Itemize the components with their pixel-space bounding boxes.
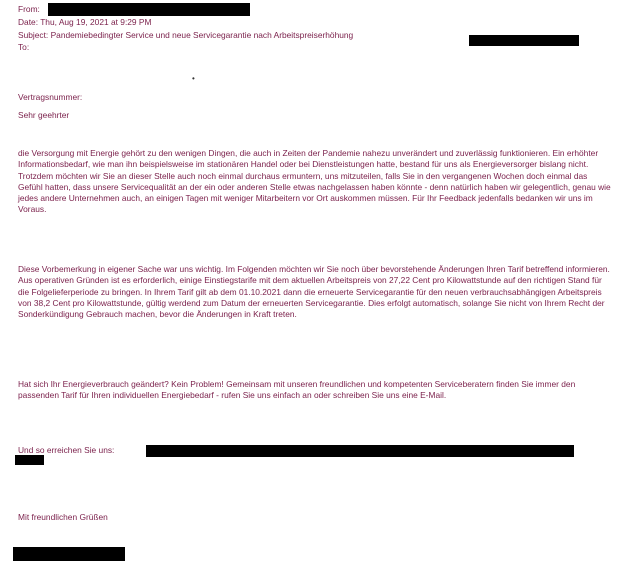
- contract-number-label: Vertragsnummer:: [18, 92, 83, 102]
- paragraph-pandemic-service: die Versorgung mit Energie gehört zu den wenigen Dingen, die auch in Zeiten der Pandemie nahezu unverändert und zuverlässig funktionieren. Ein erhöhter Informationsbedarf, wie man ihn beispielsweise im stationären Handel oder bei Dienstleistungen hatte, bestand für uns als Energieversorger bislang nicht. Trotzdem möchten wir Sie an dieser Stelle auch noch einmal durchaus ermuntern, uns mitzuteilen, falls Sie in den vergangenen Wochen doch einmal das Gefühl hatten, dass unsere Servicequalität an der ein oder anderen Stelle etwas nachgelassen haben könnte - denn natürlich haben wir gelegentlich, genau wie jedes andere Unternehmen auch, an einigen Tagen mit weniger Mitarbeitern vor Ort auskommen müssen. Für Ihr Feedback jedenfalls bedanken wir uns im Voraus.: [18, 148, 611, 215]
- salutation: Sehr geehrter: [18, 110, 70, 120]
- stray-dot: •: [192, 74, 195, 83]
- redacted-sender: [48, 3, 250, 16]
- subject-line: Subject: Pandemiebedingter Service und neue Servicegarantie nach Arbeitspreiserhöhung: [18, 30, 354, 40]
- redacted-signature: [13, 547, 125, 561]
- redacted-subject-suffix: [469, 35, 579, 46]
- closing-greeting: Mit freundlichen Grüßen: [18, 512, 108, 522]
- redacted-contact-details: [146, 445, 574, 457]
- from-label: From:: [18, 4, 40, 14]
- date-line: Date: Thu, Aug 19, 2021 at 9:29 PM: [18, 17, 152, 27]
- paragraph-tariff-change: Diese Vorbemerkung in eigener Sache war uns wichtig. Im Folgenden möchten wir Sie noch über bevorstehende Änderungen Ihren Tarif betreffend informieren. Aus operativen Gründen ist es erforderlich, einige Einstiegstarife mit dem aktuellen Arbeitspreis von 27,22 Cent pro Kilowattstunde auf den richtigen Stand für die Folgelieferperiode zu bringen. In Ihrem Tarif gilt ab dem 01.10.2021 dann die erneuerte Servicegarantie für den neuen verbrauchsabhängigen Arbeitspreis von 38,2 Cent pro Kilowattstunde, gültig werdend zum Datum der erneuerten Servicegarantie. Dies erfolgt automatisch, solange Sie nicht von Ihrem Recht der Sonderkündigung Gebrauch machen, bevor die Änderungen in Kraft treten.: [18, 264, 610, 320]
- to-label: To:: [18, 42, 30, 52]
- paragraph-consumption-change: Hat sich Ihr Energieverbrauch geändert? Kein Problem! Gemeinsam mit unseren freundlichen und kompetenten Serviceberatern finden Sie immer den passenden Tarif für Ihren individuellen Energiebedarf - rufen Sie uns einfach an oder schreiben Sie uns eine E-Mail.: [18, 379, 576, 401]
- contact-intro: Und so erreichen Sie uns:: [18, 445, 115, 455]
- redacted-contact-details-continued: [15, 455, 44, 465]
